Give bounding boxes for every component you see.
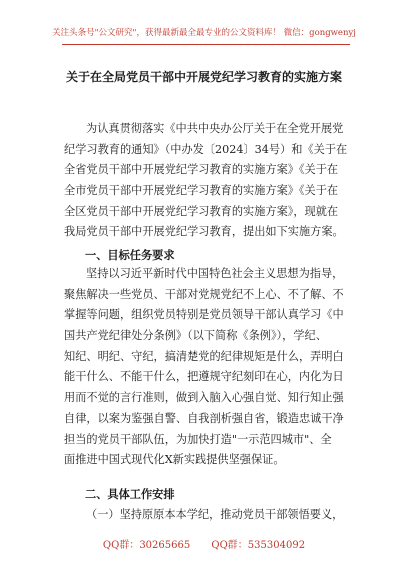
section1-line: 坚持以习近平新时代中国特色社会主义思想为指导，	[86, 267, 344, 280]
section1-line: 担当的党员干部队伍，为加快打造"一示范四城市"、全	[64, 432, 332, 446]
section1-line: 能干什么、不能干什么，把遵规守纪刻印在心，内化为日	[64, 370, 344, 384]
section1-line: 聚焦解决一些党员、干部对党规党纪不上心、不了解、不	[64, 287, 344, 301]
qq-group-2: QQ群：535304092	[211, 540, 306, 551]
header-banner: 关注头条号"公文研究"，获得最新最全最专业的公文资料库！ 微信：gongwenyj	[52, 28, 356, 38]
intro-line: 为认真贯彻落实《中共中央办公厅关于在全党开展党	[86, 122, 344, 135]
intro-line: 全市党员干部中开展党纪学习教育的实施方案》《关于在	[64, 184, 339, 198]
section1-line: 面推进中国式现代化X新实践提供坚强保证。	[64, 453, 285, 467]
section1-line: 自律，以案为鉴强自警、自我剖析强自省，锻造忠诚干净	[64, 411, 344, 425]
section1-line: 国共产党纪律处分条例》（以下简称《条例》），学纪、	[64, 329, 327, 343]
intro-line: 全省党员干部中开展党纪学习教育的实施方案》《关于在	[64, 163, 339, 177]
intro-line: 全区党员干部中开展党纪学习教育的实施方案》，现就在	[64, 204, 339, 218]
qq-group-1: QQ群：30265665	[102, 540, 191, 551]
section1-line: 知纪、明纪、守纪，搞清楚党的纪律规矩是什么，弄明白	[64, 349, 344, 363]
section2-line: （一）坚持原原本本学纪，推动党员干部领悟要义，	[86, 508, 344, 521]
header-divider	[62, 44, 350, 45]
footer-qq-groups	[0, 536, 408, 551]
section1-paragraph	[64, 264, 350, 471]
section1-line: 用而不觉的言行准则，做到入脑入心强自觉、知行知止强	[64, 391, 344, 405]
section2-heading: 二、具体工作安排	[85, 488, 175, 501]
section1-heading: 一、目标任务要求	[85, 249, 175, 262]
intro-line: 我局党员干部中开展党纪学习教育，提出如下实施方案。	[64, 225, 344, 239]
intro-line: 纪学习教育的通知》（中办发〔2024〕34号）和《关于在	[64, 142, 348, 156]
intro-paragraph	[64, 119, 350, 243]
section1-line: 掌握等问题，组织党员特别是党员领导干部认真学习《中	[64, 308, 344, 322]
section2-paragraph	[64, 505, 350, 526]
document-title: 关于在全局党员干部中开展党纪学习教育的实施方案	[65, 70, 342, 84]
